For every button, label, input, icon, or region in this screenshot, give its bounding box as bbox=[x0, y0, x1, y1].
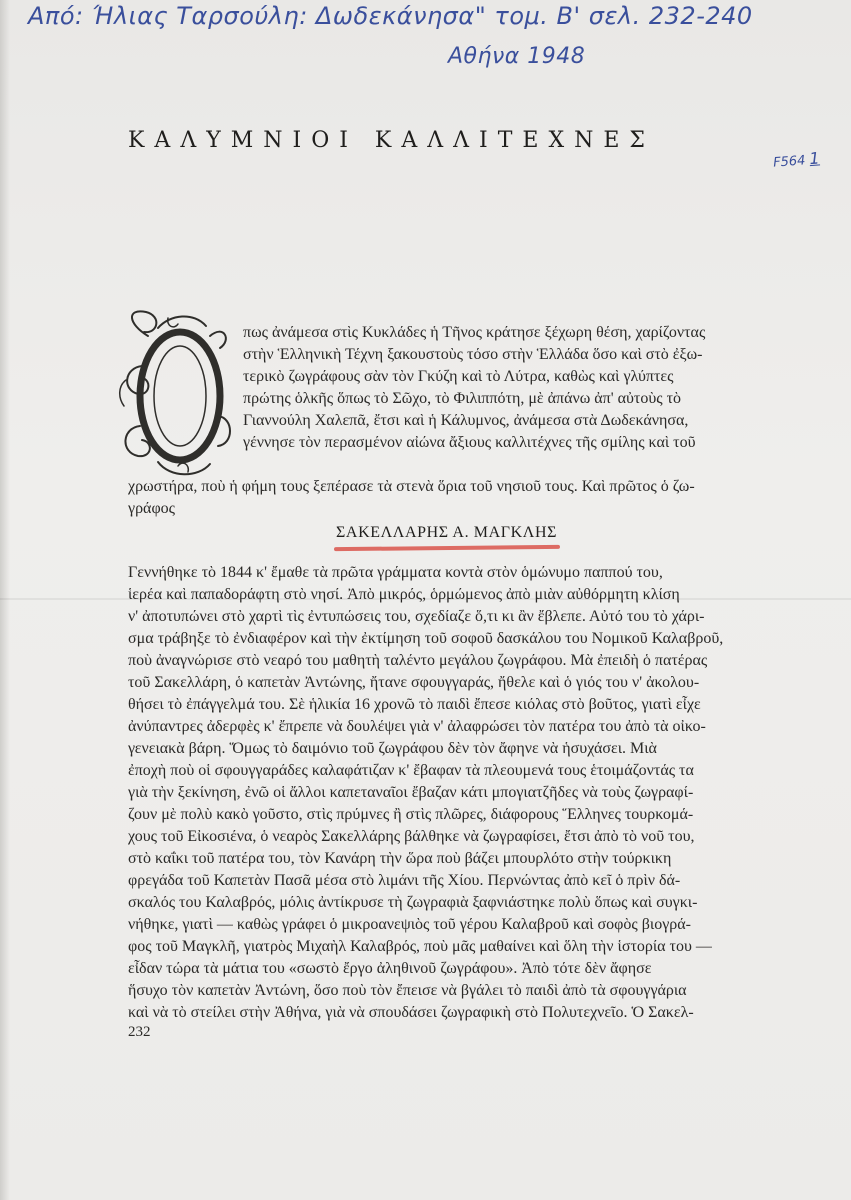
ornamental-dropcap-icon bbox=[118, 306, 236, 482]
body-line: γιὰ τὴν ξεκίνηση, ἐνῶ οἱ ἄλλοι καπεταναῖοι ἔβαζαν κάτι μπογιατζῆδες νὰ τοὺς ζωγραφί- bbox=[128, 784, 694, 801]
intro-line: χρωστήρα, ποὺ ἡ φήμη τους ξεπέρασε τὰ στενὰ ὅρια τοῦ νησιοῦ τους. Καὶ πρῶτος ὁ ζω- bbox=[128, 478, 695, 495]
intro-line: τερικὸ ζωγράφους σὰν τὸν Γκύζη καὶ τὸ Λύτρα, καθὼς καὶ γλύπτες bbox=[243, 368, 674, 385]
body-line: νήθηκε, γιατὶ — καθὼς γράφει ὁ μικροανεψιὸς τοῦ γέρου Καλαβροῦ καὶ σοφὸς βιογρά- bbox=[128, 916, 691, 933]
archive-mark-number: 1 bbox=[808, 148, 821, 169]
page-number: 232 bbox=[128, 1024, 151, 1040]
handwritten-source-note: Από: Ήλιας Ταρσούλη: Δωδεκάνησα" τομ. Β' σελ. 232-240 bbox=[28, 2, 753, 30]
body-line: καὶ νὰ τὸ στείλει στὴν Ἀθήνα, γιὰ νὰ σπουδάσει ζωγραφικὴ στὸ Πολυτεχνεῖο. Ὁ Σακελ- bbox=[128, 1004, 694, 1021]
intro-line: στὴν Ἑλληνικὴ Τέχνη ξακουστοὺς τόσο στὴν Ἑλλάδα ὅσο καὶ στὸ ἐξω- bbox=[243, 346, 703, 363]
body-line: εἶδαν τώρα τὰ μάτια του «σωστὸ ἔργο ἀληθινοῦ ζωγράφου». Ἀπὸ τότε δὲν ἄφησε bbox=[128, 960, 652, 977]
intro-line: πρώτης ὁλκῆς ὅπως τὸ Σῶχο, τὸ Φιλιππότη, μὲ ἀπάνω ἀπ' αὐτοὺς τὸ bbox=[243, 390, 681, 407]
intro-line: γράφος bbox=[128, 500, 176, 517]
body-line: ἀνύπαντρες ἀδερφὲς κ' ἔπρεπε νὰ δουλέψει γιὰ ν' ἀλαφρώσει τὸν πατέρα του ἀπὸ τὰ οἰκο- bbox=[128, 718, 706, 735]
body-line: ἐποχὴ ποὺ οἱ σφουγγαράδες καλαφάτιζαν κ' ἔβαφαν τὰ πλεουμενά τους ἑτοιμάζοντάς τα bbox=[128, 762, 694, 779]
article-title: ΚΑΛΥΜΝΙΟΙ ΚΑΛΛΙΤΕΧΝΕΣ bbox=[128, 128, 655, 153]
body-line: ζουν μὲ πολὺ κακὸ γοῦστο, στὶς πρύμνες ἢ στὶς πλῶρες, διάφορους Ἕλληνες τουρκομά- bbox=[128, 806, 694, 823]
body-line: σμα τράβηξε τὸ ἐνδιαφέρον καὶ τὴν ἐκτίμηση τοῦ σοφοῦ δασκάλου του Νομικοῦ Καλαβροῦ, bbox=[128, 630, 724, 647]
red-pen-underline bbox=[334, 545, 560, 551]
handwritten-city-year: Αθήνα 1948 bbox=[448, 44, 586, 69]
archive-mark bbox=[772, 148, 820, 170]
section-subheading: ΣΑΚΕΛΛΑΡΗΣ Α. ΜΑΓΚΛΗΣ bbox=[336, 524, 558, 541]
body-line: φρεγάδα τοῦ Καπετὰν Πασᾶ μέσα στὸ λιμάνι τῆς Χίου. Περνώντας ἀπὸ κεῖ ὁ πρὶν δά- bbox=[128, 872, 681, 889]
body-line: γενειακὰ βάρη. Ὅμως τὸ δαιμόνιο τοῦ ζωγράφου δὲν τὸν ἄφηνε νὰ ἡσυχάσει. Μιὰ bbox=[128, 740, 657, 757]
body-line: ἥσυχο τὸν καπετὰν Ἀντώνη, ὅσο ποὺ τὸν ἔπεισε νὰ βγάλει τὸ παιδὶ ἀπὸ τὰ σφουγγάρια bbox=[128, 982, 687, 999]
body-line: θήσει τὸ ἐπάγγελμά του. Σὲ ἡλικία 16 χρονῶ τὸ παιδὶ ἔπεσε κιόλας στὸ βοῦτος, γιατὶ εἶχε bbox=[128, 696, 701, 713]
page-edge-shadow bbox=[0, 0, 10, 1200]
intro-line: πως ἀνάμεσα στὶς Κυκλάδες ἡ Τῆνος κράτησε ξέχωρη θέση, χαρίζοντας bbox=[243, 324, 706, 341]
body-line: τοῦ Σακελλάρη, ὁ καπετὰν Ἀντώνης, ἤτανε σφουγγαράς, ἤθελε καὶ ὁ γιός του ν' ἀκολου- bbox=[128, 674, 700, 691]
intro-line: γέννησε τὸν περασμένον αἰώνα ἄξιους καλλιτέχνες τῆς σμίλης καὶ τοῦ bbox=[243, 434, 696, 451]
intro-line: Γιαννούλη Χαλεπᾶ, ἔτσι καὶ ἡ Κάλυμνος, ἀνάμεσα στὰ Δωδεκάνησα, bbox=[243, 412, 689, 429]
body-line: ν' ἀποτυπώνει στὸ χαρτὶ τὶς ἐντυπώσεις του, σχεδίαζε ὅ,τι κι ἂν ἔβλεπε. Αὐτό του τὸ χάρι- bbox=[128, 608, 705, 625]
body-line: Γεννήθηκε τὸ 1844 κ' ἔμαθε τὰ πρῶτα γράμματα κοντὰ στὸν ὁμώνυμο παππού του, bbox=[128, 564, 663, 581]
archive-mark-prefix: F564 bbox=[772, 153, 806, 171]
body-line: στὸ καΐκι τοῦ πατέρα του, τὸν Κανάρη τὴν ὥρα ποὺ βάζει μπουρλότο στὴν τούρκικη bbox=[128, 850, 672, 867]
body-line: ποὺ ἀναγνώρισε στὸ νεαρό του μαθητὴ ταλέντο μεγάλου ζωγράφου. Μὰ ἐπειδὴ ὁ πατέρας bbox=[128, 652, 708, 669]
body-line: ἱερέα καὶ παπαδοράφτη στὸ νησί. Ἀπὸ μικρός, ὁρμώμενος ἀπὸ μιὰν αὐθόρμητη κλίση bbox=[128, 586, 680, 603]
body-line: φος τοῦ Μαγκλῆ, γιατρὸς Μιχαὴλ Καλαβρός, ποὺ μᾶς μαθαίνει καὶ ὅλη τὴν ἱστορία του — bbox=[128, 938, 712, 955]
body-line: σκαλός του Καλαβρός, μόλις ἀντίκρυσε τὴ ζωγραφιὰ ξαφνιάστηκε πολὺ ὅπως καὶ συγκι- bbox=[128, 894, 698, 911]
body-line: χους τοῦ Εἰκοσιένα, ὁ νεαρὸς Σακελλάρης βάλθηκε νὰ ζωγραφίσει, ἔτσι ἀπὸ τὸ νοῦ του, bbox=[128, 828, 695, 845]
